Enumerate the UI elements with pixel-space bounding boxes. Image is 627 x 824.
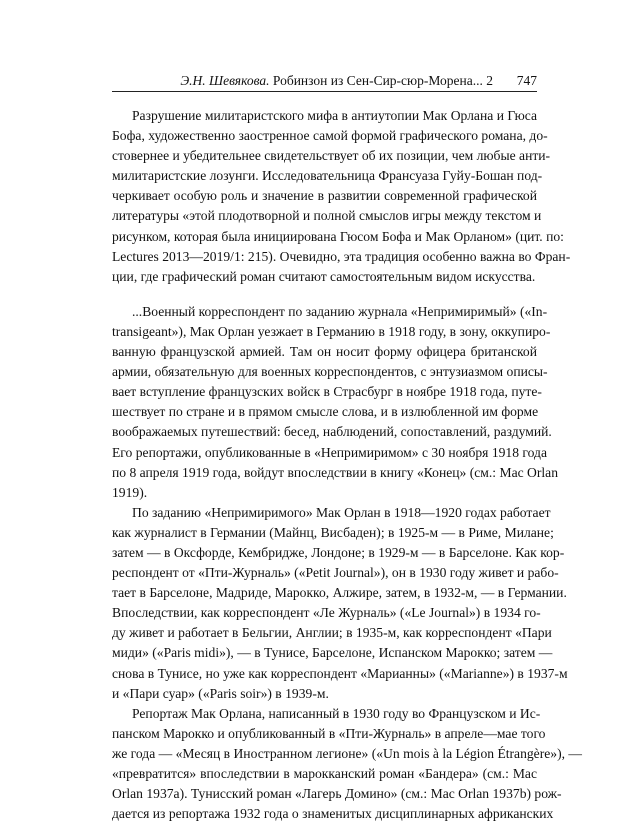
- text-line: Бофа, художественно заостренное самой формой графического романа, до-: [112, 128, 548, 144]
- text-line: дается из репортажа 1932 года о знаменитых дисциплинарных африканских: [112, 806, 554, 822]
- text-line: же года — «Месяц в Иностранном легионе» («Un mois à la Légion Étrangère»), —: [112, 745, 582, 761]
- text-line: Его репортажи, опубликованные в «Непримиримом» с 30 ноября 1918 года: [112, 444, 548, 460]
- text-line: затем — в Оксфорде, Кембридже, Лондоне; в 1929-м — в Барселоне. Как кор-: [112, 544, 565, 560]
- text-line: и «Пари суар» («Paris soir») в 1939-м.: [112, 685, 329, 701]
- text-line: transigeant»), Мак Орлан уезжает в Германию в 1918 году, в зону, оккупиро-: [112, 323, 551, 339]
- running-head-title: Робинзон из Сен-Сир-сюр-Морена... 2: [269, 73, 493, 88]
- text-line: миди» («Paris midi»), — в Тунисе, Барселоне, Испанском Марокко; затем —: [112, 645, 553, 661]
- page-number: 747: [516, 73, 537, 88]
- text-line: Lectures 2013—2019/1: 215). Очевидно, эта традиция особенно важна во Фран-: [112, 248, 571, 264]
- running-head: [180, 71, 493, 91]
- text-line: армии, обязательную для военных корреспондентов, с энтузиазмом описы-: [112, 364, 548, 380]
- text-line: воображаемых путешествий: бесед, наблюдений, сопоставлений, раздумий.: [112, 424, 552, 440]
- text-line: рисунком, которая была инициирована Гюсом Бофа и Мак Орланом» (цит. по:: [112, 228, 564, 244]
- text-line: ции, где графический роман считают самостоятельным видом искусства.: [112, 268, 536, 284]
- paragraph: [112, 503, 568, 704]
- body-text: [112, 106, 582, 824]
- text-line: по 8 апреля 1919 года, войдут впоследствии в книгу «Конец» (см.: Mac Orlan: [112, 464, 558, 480]
- text-line: панском Марокко и опубликованный в «Пти-Журналь» в апреле—мае того: [112, 725, 546, 741]
- text-line: Orlan 1937a). Тунисский роман «Лагерь Домино» (см.: Mac Orlan 1937b) рож-: [112, 786, 562, 802]
- paragraph: [112, 704, 582, 824]
- header-divider: [112, 91, 537, 92]
- text-line: шествует по стране и в прямом смысле слова, и в излюбленной им форме: [112, 404, 539, 420]
- text-line: ду живет и работает в Бельгии, Англии; в 1935-м, как корреспондент «Пари: [112, 625, 552, 641]
- paragraph: [112, 106, 571, 287]
- text-line: вает вступление французских войск в Страсбург в ноябре 1918 года, путе-: [112, 384, 542, 400]
- page-header: [112, 71, 537, 91]
- text-line: тает в Барселоне, Мадриде, Марокко, Алжире, затем, в 1932-м, — в Германии.: [112, 585, 567, 601]
- text-line: ванную французской армией. Там он носит форму офицера британской: [112, 344, 537, 360]
- text-line: литературы «этой плодотворной и полной смыслов игры между текстом и: [112, 208, 542, 224]
- text-line: как журналист в Германии (Майнц, Висбаден); в 1925-м — в Риме, Милане;: [112, 524, 554, 540]
- text-line: 1919).: [112, 484, 148, 500]
- text-line: снова в Тунисе, но уже как корреспондент «Марианны» («Marianne») в 1937-м: [112, 665, 568, 681]
- text-line: черкивает особую роль и значение в развитии современной графической: [112, 188, 537, 204]
- paragraph: [112, 302, 558, 503]
- text-line: стовернее и убедительнее свидетельствует об их позиции, чем любые анти-: [112, 148, 551, 164]
- text-line: Впоследствии, как корреспондент «Ле Журналь» («Le Journal») в 1934 го-: [112, 605, 541, 621]
- text-line: По заданию «Непримиримого» Мак Орлан в 1918—1920 годах работает: [132, 504, 551, 520]
- text-line: ...Военный корреспондент по заданию журнала «Непримиримый» («In-: [132, 303, 548, 319]
- text-line: Репортаж Мак Орлана, написанный в 1930 году во Французском и Ис-: [132, 705, 541, 721]
- text-line: Разрушение милитаристского мифа в антиутопии Мак Орлана и Гюса: [132, 108, 537, 123]
- text-line: «превратится» впоследствии в марокканский роман «Бандера» (см.: Mac: [112, 766, 537, 781]
- text-line: милитаристские лозунги. Исследовательница Франсуаза Гуйу-Бошан под-: [112, 168, 543, 184]
- text-line: респондент от «Пти-Журналь» («Petit Journal»), он в 1930 году живет и рабо-: [112, 565, 559, 581]
- running-head-author: Э.Н. Шевякова.: [180, 73, 270, 88]
